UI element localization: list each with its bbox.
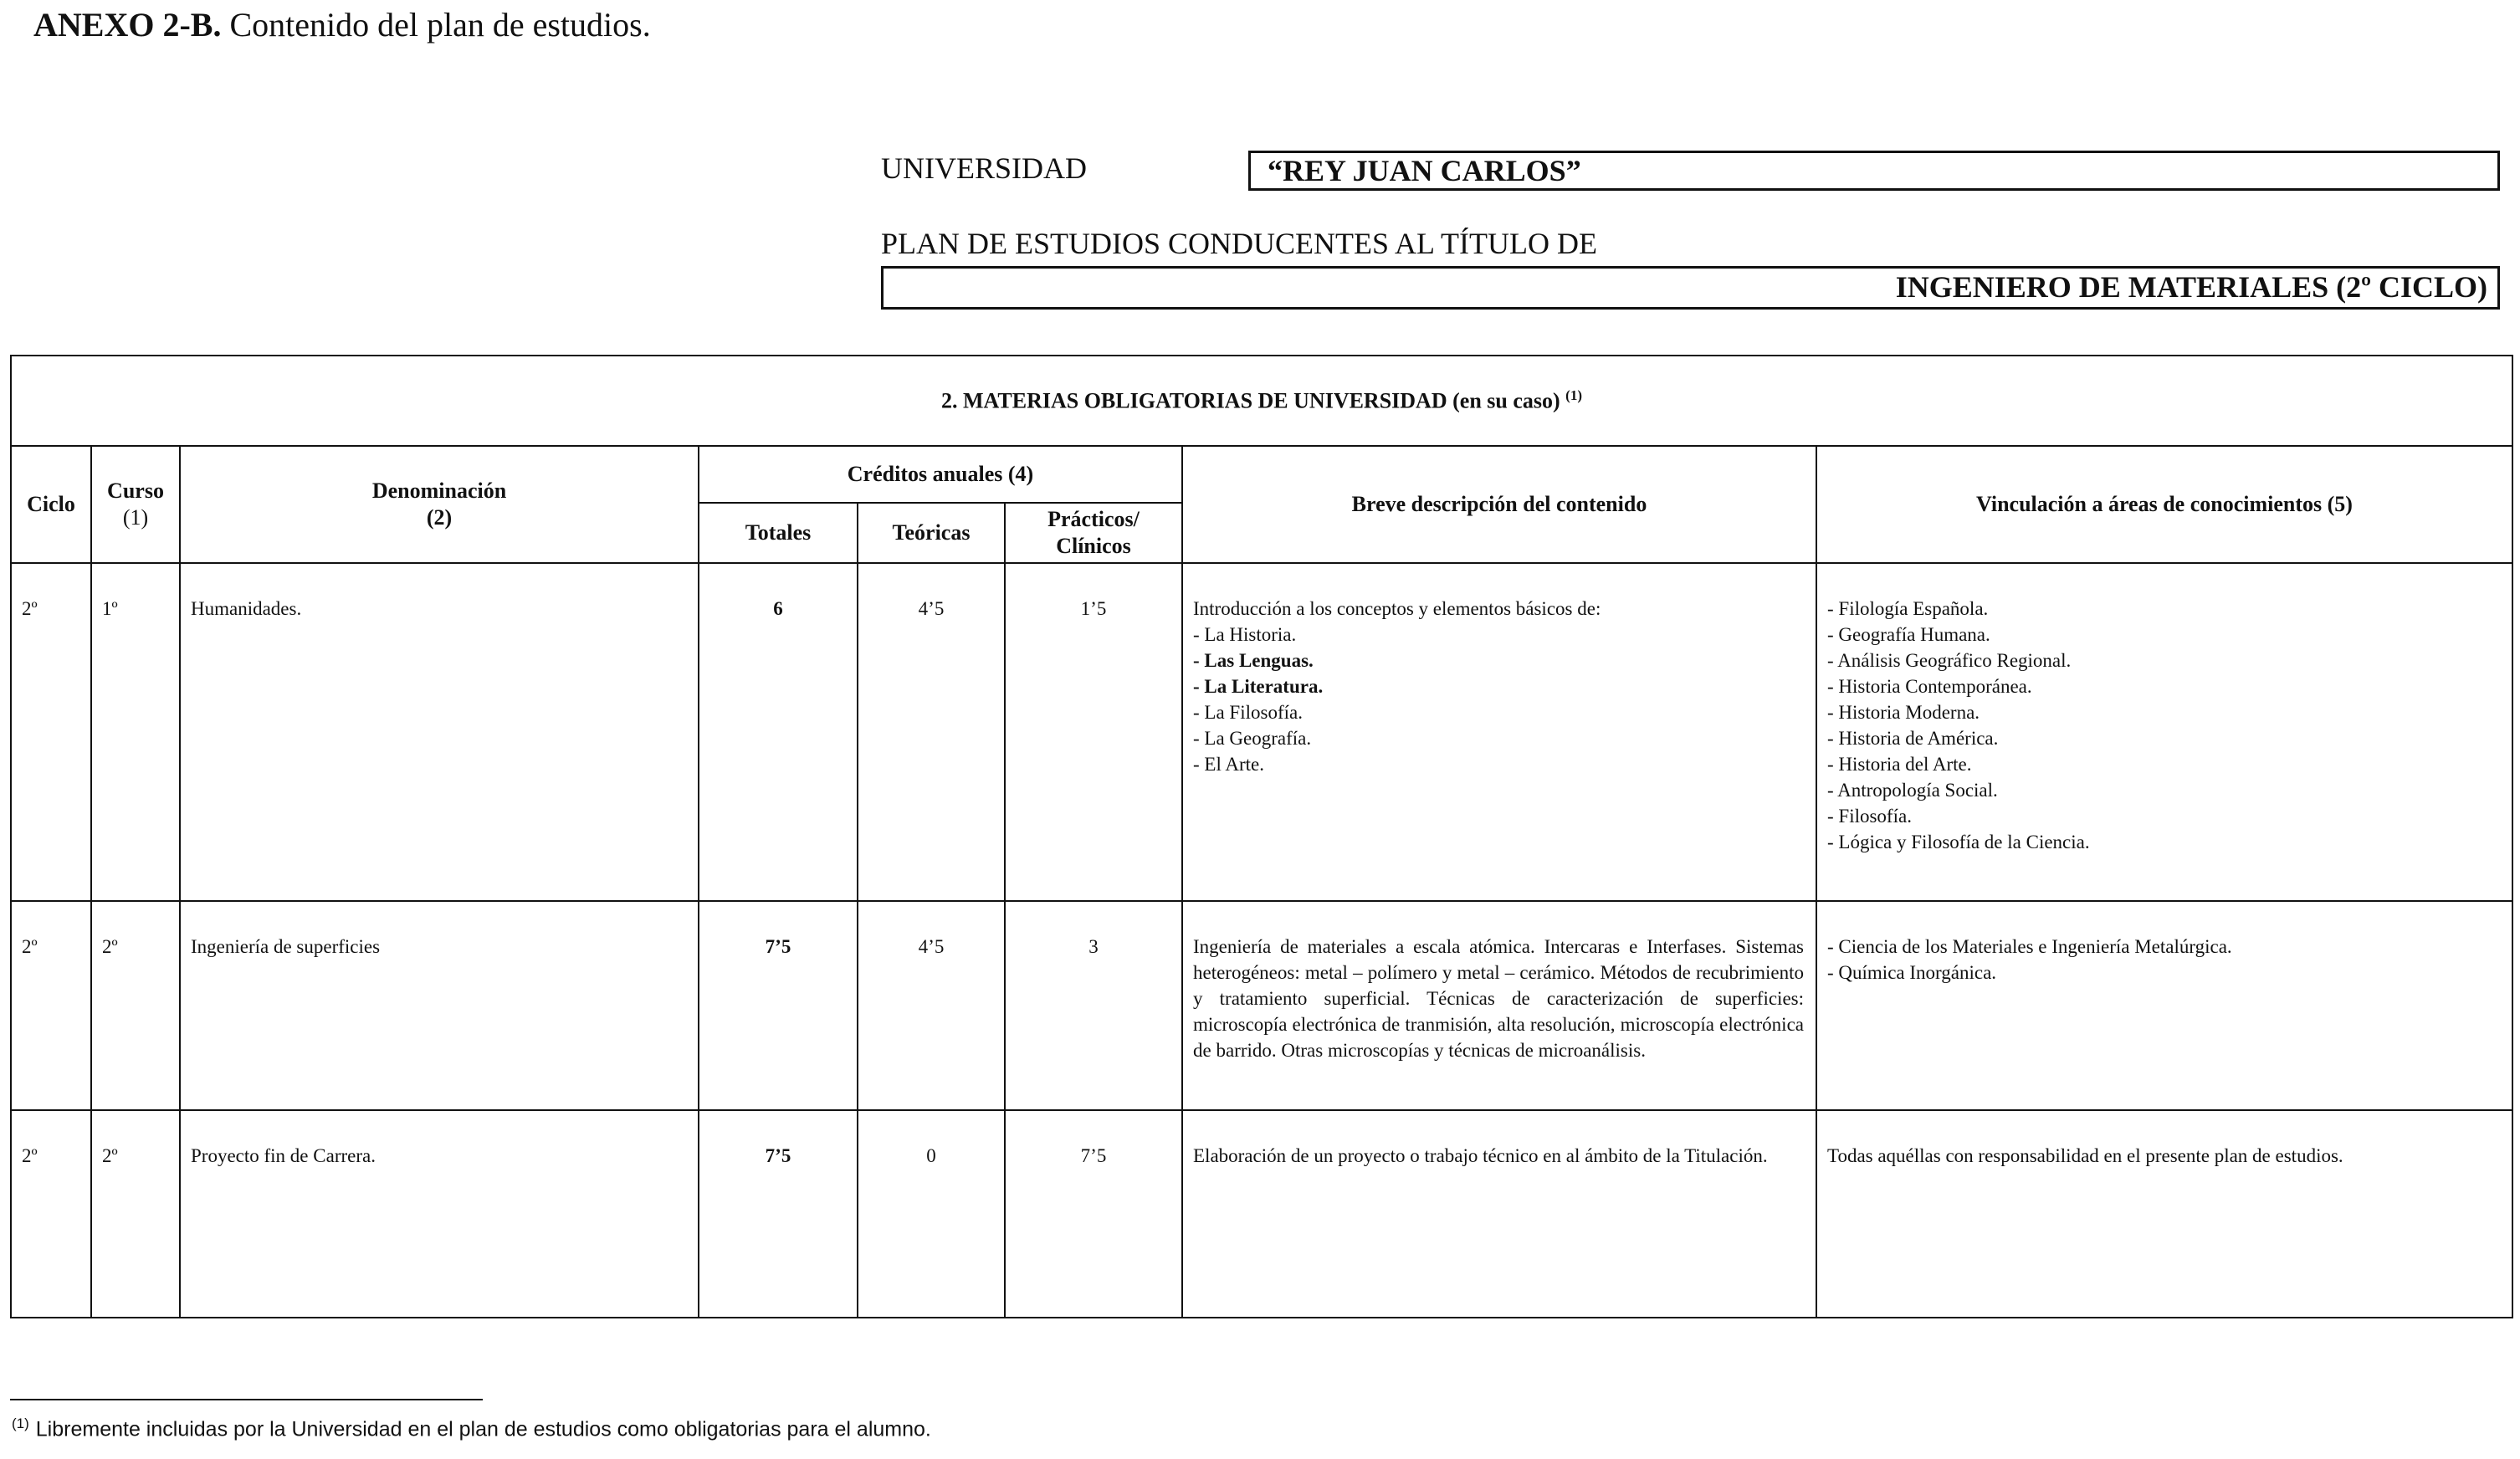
cell-ciclo: 2º bbox=[11, 901, 91, 1110]
plan-label: PLAN DE ESTUDIOS CONDUCENTES AL TÍTULO DE bbox=[881, 227, 1597, 260]
cell-curso: 1º bbox=[91, 563, 180, 901]
list-item: - Análisis Geográfico Regional. bbox=[1827, 650, 2072, 671]
header-denominacion-note: (2) bbox=[426, 505, 453, 530]
table-row bbox=[11, 901, 2512, 1110]
list-item: - La Historia. bbox=[1193, 624, 1297, 645]
table-title-text: 2. MATERIAS OBLIGATORIAS DE UNIVERSIDAD (en su caso) bbox=[941, 388, 1560, 413]
cell-curso: 2º bbox=[91, 1110, 180, 1318]
subjects-table bbox=[10, 355, 2513, 1318]
university-name-field: “REY JUAN CARLOS” bbox=[1248, 151, 2500, 191]
table-title bbox=[11, 356, 2512, 446]
list-item: - Filosofía. bbox=[1827, 806, 1912, 827]
cell-vinculacion: Todas aquéllas con responsabilidad en el presente plan de estudios. bbox=[1816, 1110, 2512, 1318]
header-descripcion: Breve descripción del contenido bbox=[1182, 446, 1816, 563]
cell-totales: 7’5 bbox=[699, 901, 858, 1110]
footnote-marker: (1) bbox=[12, 1415, 29, 1431]
cell-vinculacion bbox=[1816, 563, 2512, 901]
table-row bbox=[11, 1110, 2512, 1318]
cell-denominacion: Humanidades. bbox=[180, 563, 699, 901]
header-curso-label: Curso bbox=[107, 479, 164, 503]
list-item: Introducción a los conceptos y elementos básicos de: bbox=[1193, 598, 1601, 619]
annex-label: ANEXO 2-B. bbox=[33, 6, 222, 44]
list-item: - Lógica y Filosofía de la Ciencia. bbox=[1827, 832, 2090, 852]
list-item: - La Filosofía. bbox=[1193, 702, 1303, 723]
header-denominacion bbox=[180, 446, 699, 563]
cell-teoricas: 4’5 bbox=[858, 563, 1005, 901]
annex-heading bbox=[33, 3, 651, 47]
annex-description: Contenido del plan de estudios. bbox=[221, 6, 651, 44]
cell-practicos: 1’5 bbox=[1005, 563, 1182, 901]
header-practicos-label: Prácticos/ bbox=[1047, 507, 1140, 531]
footnote bbox=[12, 1415, 931, 1441]
cell-curso: 2º bbox=[91, 901, 180, 1110]
header-vinculacion: Vinculación a áreas de conocimientos (5) bbox=[1816, 446, 2512, 563]
cell-totales: 6 bbox=[699, 563, 858, 901]
list-item: - Antropología Social. bbox=[1827, 780, 1998, 801]
list-item: - La Literatura. bbox=[1193, 676, 1324, 697]
cell-teoricas: 0 bbox=[858, 1110, 1005, 1318]
cell-teoricas: 4’5 bbox=[858, 901, 1005, 1110]
header-denominacion-label: Denominación bbox=[371, 479, 507, 503]
header-totales: Totales bbox=[699, 503, 858, 563]
header-curso bbox=[91, 446, 180, 563]
cell-descripcion: Ingeniería de materiales a escala atómica. Intercaras e Interfases. Sistemas heterogéneos: metal – polímero y metal – cerámico. Métodos de recubrimiento y tratamiento superficial. Técnicas de caracterización de superficies: microscopía electrónica de tranmisión, alta resolución, microscopía electrónica de barrido. Otras microscopías y técnicas de microanálisis. bbox=[1182, 901, 1816, 1110]
header-practicos bbox=[1005, 503, 1182, 563]
list-item: - Química Inorgánica. bbox=[1827, 962, 1997, 983]
footnote-divider bbox=[10, 1399, 483, 1400]
list-item: - Historia de América. bbox=[1827, 728, 1999, 749]
cell-ciclo: 2º bbox=[11, 1110, 91, 1318]
footnote-text: Libremente incluidas por la Universidad en el plan de estudios como obligatorias para el alumno. bbox=[35, 1417, 931, 1441]
cell-vinculacion bbox=[1816, 901, 2512, 1110]
degree-title-field: INGENIERO DE MATERIALES (2º CICLO) bbox=[881, 266, 2500, 310]
list-item: - Filología Española. bbox=[1827, 598, 1989, 619]
cell-denominacion: Ingeniería de superficies bbox=[180, 901, 699, 1110]
table-title-note: (1) bbox=[1565, 387, 1582, 404]
cell-denominacion: Proyecto fin de Carrera. bbox=[180, 1110, 699, 1318]
cell-practicos: 7’5 bbox=[1005, 1110, 1182, 1318]
table-row bbox=[11, 563, 2512, 901]
list-item: - El Arte. bbox=[1193, 754, 1264, 775]
header-creditos: Créditos anuales (4) bbox=[699, 446, 1182, 503]
cell-descripcion bbox=[1182, 563, 1816, 901]
list-item: - Historia Contemporánea. bbox=[1827, 676, 2032, 697]
list-item: - Geografía Humana. bbox=[1827, 624, 1990, 645]
header-clinicos-label: Clínicos bbox=[1056, 534, 1131, 558]
header-curso-note: (1) bbox=[122, 505, 149, 530]
header-ciclo: Ciclo bbox=[11, 446, 91, 563]
list-item: - Ciencia de los Materiales e Ingeniería Metalúrgica. bbox=[1827, 936, 2232, 957]
cell-descripcion: Elaboración de un proyecto o trabajo técnico en al ámbito de la Titulación. bbox=[1182, 1110, 1816, 1318]
university-label: UNIVERSIDAD bbox=[881, 151, 1087, 185]
cell-practicos: 3 bbox=[1005, 901, 1182, 1110]
cell-totales: 7’5 bbox=[699, 1110, 858, 1318]
list-item: - Historia del Arte. bbox=[1827, 754, 1972, 775]
list-item: - Historia Moderna. bbox=[1827, 702, 1980, 723]
cell-ciclo: 2º bbox=[11, 563, 91, 901]
list-item: - Las Lenguas. bbox=[1193, 650, 1314, 671]
header-teoricas: Teóricas bbox=[858, 503, 1005, 563]
list-item: - La Geografía. bbox=[1193, 728, 1312, 749]
